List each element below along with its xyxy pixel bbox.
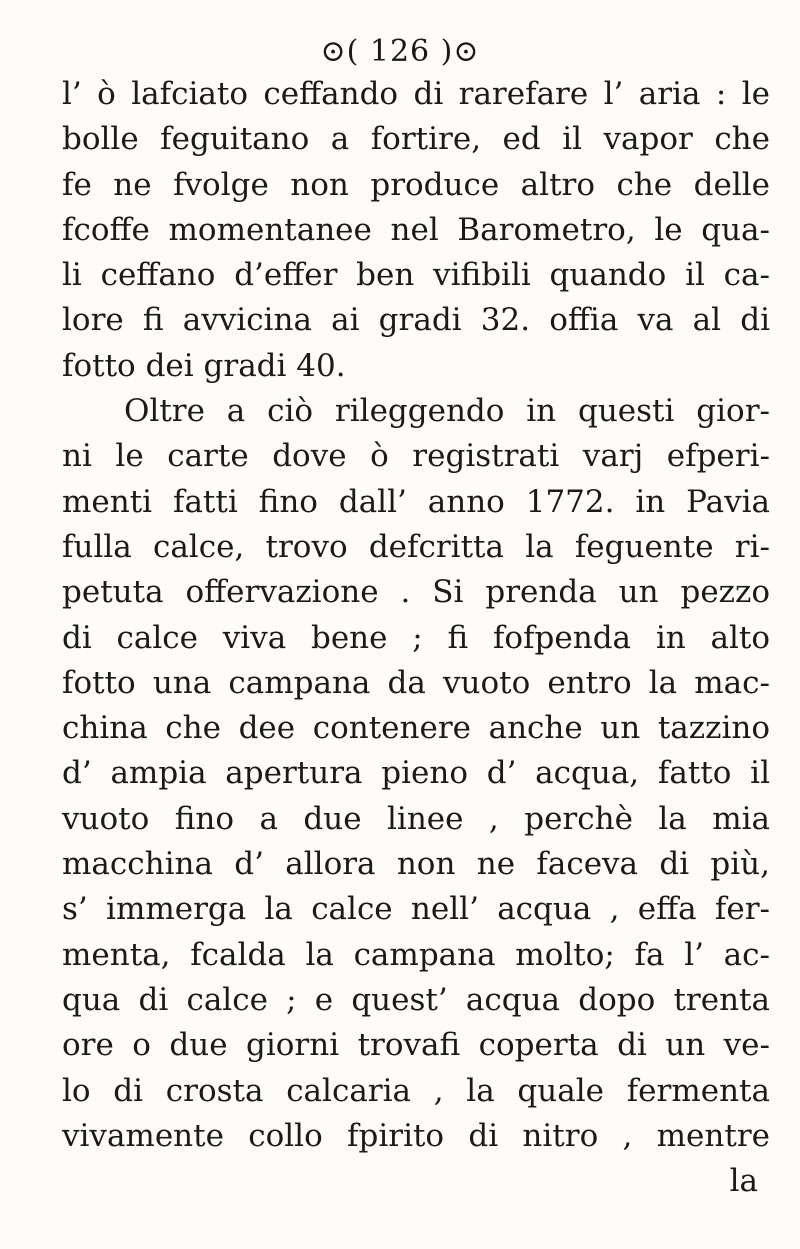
text-line: l’ ò lafciato ceffando di rarefare l’ aria : le <box>62 76 770 112</box>
page-number-header: ⊙( 126 )⊙ <box>320 34 480 69</box>
text-line: lore fi avvicina ai gradi 32. offia va al di <box>62 302 770 339</box>
text-line: lo di crosta calcaria , la quale fermenta <box>62 1072 770 1109</box>
text-line: s’ immerga la calce nell’ acqua , effa fer- <box>62 891 770 928</box>
text-line: ni le carte dove ò registrati varj efperi- <box>62 438 770 475</box>
text-line: fotto dei gradi 40. <box>62 347 346 384</box>
text-line: menta, fcalda la campana molto; fa l’ ac- <box>62 936 770 973</box>
catchword: la <box>729 1163 758 1200</box>
text-line: ore o due giorni trovafi coperta di un ve- <box>62 1027 770 1064</box>
paragraph-start-line: Oltre a ciò rileggendo in questi gior- <box>124 393 770 430</box>
text-line: bolle feguitano a fortire, ed il vapor che <box>62 121 770 158</box>
text-line: qua di calce ; e quest’ acqua dopo trenta <box>62 981 770 1018</box>
text-line: fcoffe momentanee nel Barometro, le qua- <box>62 211 770 248</box>
text-line: petuta offervazione . Si prenda un pezzo <box>62 574 770 611</box>
text-line: d’ ampia apertura pieno d’ acqua, fatto il <box>62 755 770 792</box>
text-line: fe ne fvolge non produce altro che delle <box>62 166 770 203</box>
text-line: di calce viva bene ; fi fofpenda in alto <box>62 619 770 656</box>
text-line: menti fatti fino dall’ anno 1772. in Pavia <box>62 483 770 520</box>
text-line: li ceffano d’effer ben vifibili quando il ca- <box>62 257 770 294</box>
text-line: china che dee contenere anche un tazzino <box>62 710 770 747</box>
text-line: fulla calce, trovo defcritta la feguente ri- <box>62 528 770 565</box>
text-line: vivamente collo fpirito di nitro , mentre <box>62 1117 770 1154</box>
text-line: macchina d’ allora non ne faceva di più, <box>62 846 770 883</box>
text-line: vuoto fino a due linee , perchè la mia <box>62 800 770 837</box>
body-text <box>62 72 770 1204</box>
text-line: fotto una campana da vuoto entro la mac- <box>62 664 770 701</box>
